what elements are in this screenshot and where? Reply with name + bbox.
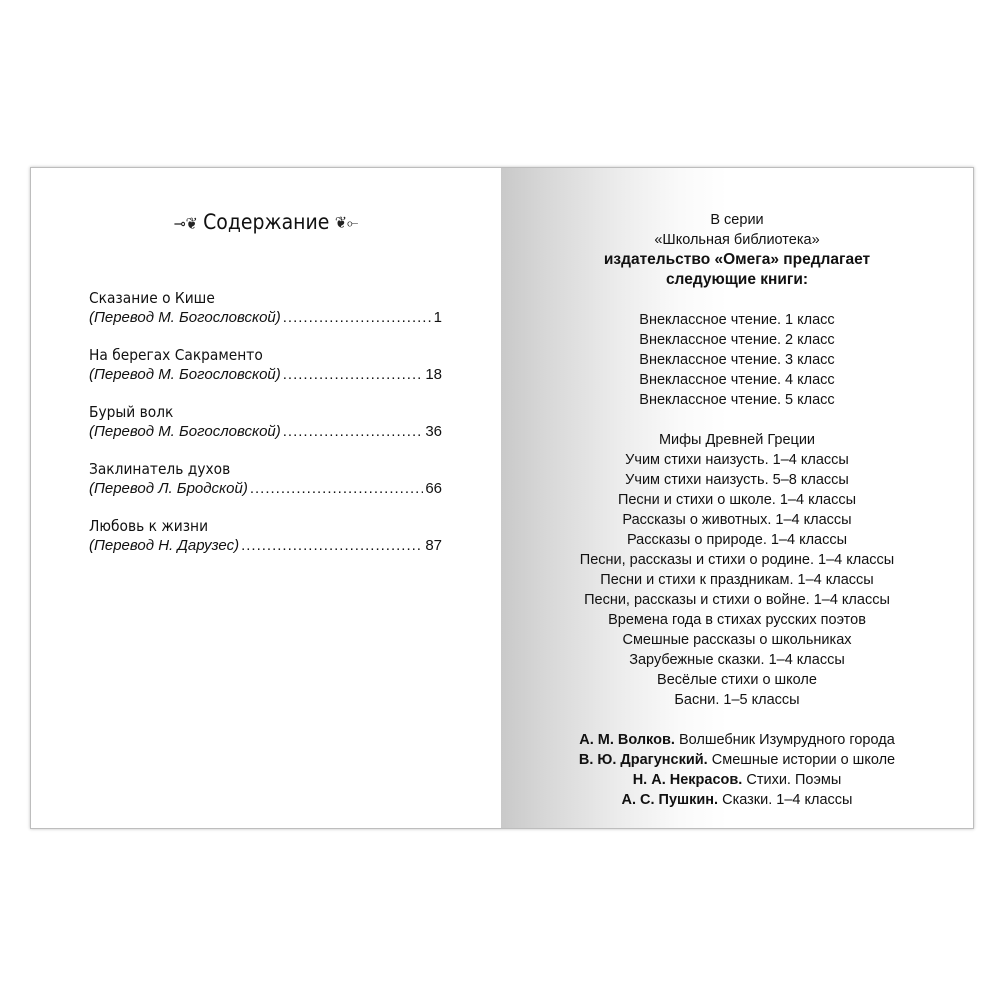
book-item: Весёлые стихи о школе	[657, 672, 817, 688]
entry-translator: (Перевод М. Богословской)	[89, 309, 281, 326]
entry-line	[89, 308, 442, 328]
entry-translator: (Перевод Л. Бродской)	[89, 480, 248, 497]
author-book: Волшебник Изумрудного города	[678, 732, 895, 748]
entry-page: 66	[425, 480, 442, 497]
book-item: Учим стихи наизусть. 1–4 классы	[625, 452, 849, 468]
book-item: Внеклассное чтение. 1 класс	[639, 312, 835, 328]
book-item: Зарубежные сказки. 1–4 классы	[629, 652, 845, 668]
series-intro-line: «Школьная библиотека»	[654, 232, 820, 248]
entry-line	[89, 422, 442, 442]
left-page	[31, 168, 501, 828]
publisher-line: следующие книги:	[665, 271, 809, 288]
table-of-contents	[89, 288, 442, 573]
toc-entry	[89, 459, 442, 499]
series-intro-line: В серии	[710, 212, 764, 228]
dot-leader	[241, 536, 423, 556]
author-name: Н. А. Некрасов.	[632, 772, 743, 788]
book-item: Басни. 1–5 классы	[674, 692, 800, 708]
entry-title: На берегах Сакраменто	[89, 346, 263, 364]
ornament-left-icon: ⊸❦	[173, 213, 198, 233]
book-item: Песни и стихи о школе. 1–4 классы	[617, 492, 857, 508]
book-item: Мифы Древней Греции	[658, 432, 816, 448]
entry-line	[89, 365, 442, 385]
toc-entry	[89, 516, 442, 556]
entry-title: Любовь к жизни	[89, 517, 209, 535]
book-item: Внеклассное чтение. 4 класс	[639, 372, 835, 388]
dot-leader	[283, 308, 432, 328]
entry-title: Сказание о Кише	[89, 289, 215, 307]
ornament-right-icon: ❦⟜	[334, 213, 359, 232]
publisher-line: издательство «Омега» предлагает	[603, 251, 871, 268]
book-item: Рассказы о природе. 1–4 классы	[626, 532, 848, 548]
dot-leader	[250, 479, 424, 499]
author-name: А. С. Пушкин.	[621, 792, 719, 808]
book-item: Внеклассное чтение. 2 класс	[639, 332, 835, 348]
book-item: Учим стихи наизусть. 5–8 классы	[625, 472, 849, 488]
toc-entry	[89, 288, 442, 328]
book-spread	[30, 167, 974, 829]
author-book: Стихи. Поэмы	[746, 772, 842, 788]
entry-translator: (Перевод Н. Дарузес)	[89, 537, 240, 554]
author-book-item	[501, 750, 973, 770]
entry-title: Бурый волк	[89, 403, 174, 421]
author-book: Сказки. 1–4 классы	[722, 792, 853, 808]
entry-line	[89, 479, 442, 499]
author-book-item	[501, 770, 973, 790]
book-item: Смешные рассказы о школьниках	[622, 632, 852, 648]
author-name: В. Ю. Драгунский.	[578, 752, 708, 768]
book-item: Песни и стихи к праздникам. 1–4 классы	[600, 572, 874, 588]
toc-entry	[89, 402, 442, 442]
book-item: Песни, рассказы и стихи о родине. 1–4 классы	[579, 552, 895, 568]
author-book-item	[501, 790, 973, 810]
entry-page: 87	[425, 537, 442, 554]
entry-title: Заклинатель духов	[89, 460, 231, 478]
series-list	[501, 210, 973, 810]
contents-heading	[55, 210, 478, 234]
entry-translator: (Перевод М. Богословской)	[89, 423, 281, 440]
book-item: Времена года в стихах русских поэтов	[608, 612, 866, 628]
entry-page: 18	[425, 366, 442, 383]
book-item: Внеклассное чтение. 5 класс	[639, 392, 835, 408]
author-book-item	[501, 730, 973, 750]
toc-entry	[89, 345, 442, 385]
author-book: Смешные истории о школе	[711, 752, 896, 768]
right-page	[501, 168, 973, 828]
book-item: Внеклассное чтение. 3 класс	[639, 352, 835, 368]
entry-line	[89, 536, 442, 556]
book-item: Песни, рассказы и стихи о войне. 1–4 классы	[584, 592, 890, 608]
entry-page: 1	[433, 309, 442, 326]
entry-page: 36	[425, 423, 442, 440]
dot-leader	[283, 422, 424, 442]
author-name: А. М. Волков.	[579, 732, 675, 748]
book-item: Рассказы о животных. 1–4 классы	[622, 512, 852, 528]
entry-translator: (Перевод М. Богословской)	[89, 366, 281, 383]
heading-text: Содержание	[203, 210, 330, 234]
dot-leader	[283, 365, 424, 385]
